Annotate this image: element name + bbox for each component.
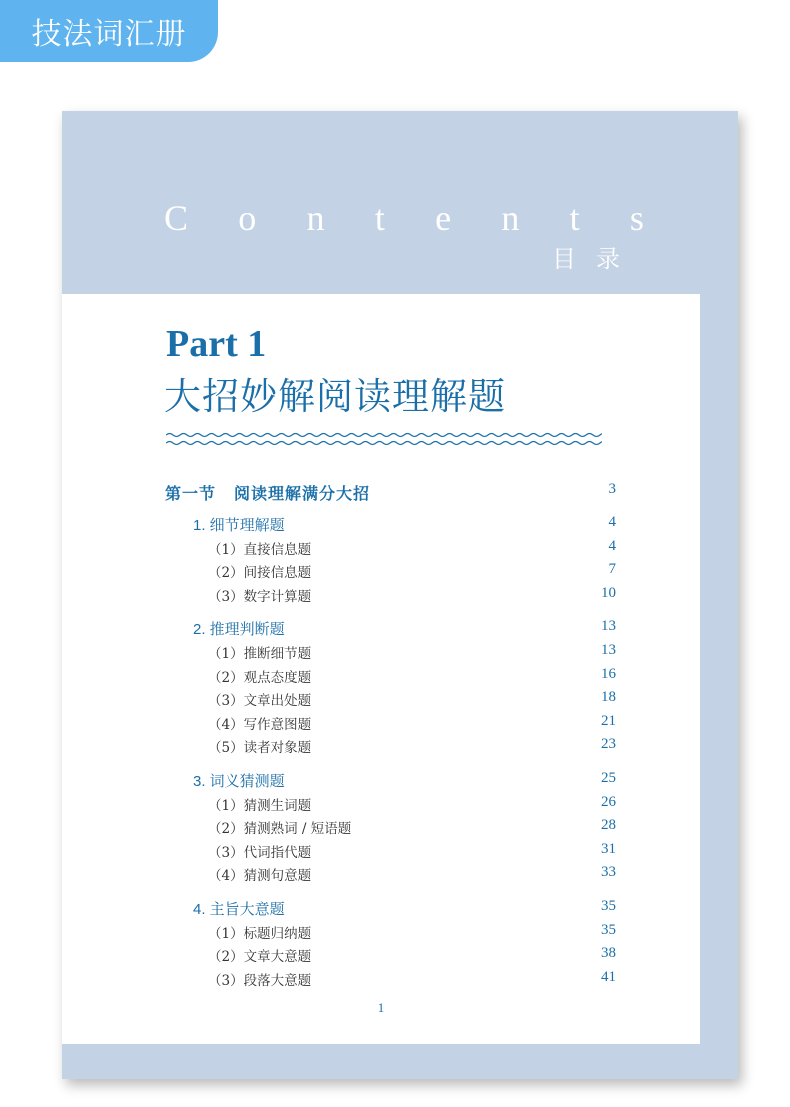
toc-item-label: （1）直接信息题 — [208, 541, 312, 558]
toc-item-label: （4）写作意图题 — [208, 716, 312, 733]
toc-item-row[interactable] — [62, 561, 700, 583]
toc-chapter-label: 2. 推理判断题 — [193, 621, 285, 639]
toc-item-label: （2）间接信息题 — [208, 565, 312, 582]
toc-item-page: 18 — [601, 689, 616, 706]
toc-item-label: （2）观点态度题 — [208, 669, 312, 686]
toc-chapter-label: 4. 主旨大意题 — [193, 901, 285, 918]
toc-chapter-label: 3. 词义猜测题 — [193, 773, 285, 790]
toc-item-label: （1）推断细节题 — [208, 646, 312, 662]
contents-letter: o — [238, 198, 257, 238]
contents-letter: n — [306, 198, 325, 238]
toc-chapter-page: 4 — [608, 514, 616, 530]
toc-item-row[interactable] — [62, 969, 700, 991]
page-number: 1 — [377, 1000, 385, 1015]
part-title: Part 1 — [166, 323, 267, 365]
toc-item-row[interactable] — [62, 585, 700, 607]
toc-chapter-row[interactable] — [62, 898, 700, 920]
section-label: 第一节 阅读理解满分大招 — [165, 484, 371, 503]
toc-item-label: （3）段落大意题 — [208, 972, 312, 989]
toc-item-page: 21 — [601, 712, 616, 729]
toc-item-label: （3）文章出处题 — [208, 693, 312, 710]
contents-letter: e — [435, 198, 452, 238]
toc-chapter-row[interactable] — [62, 514, 700, 536]
toc-item-row[interactable] — [62, 689, 700, 711]
contents-letter: C — [164, 198, 189, 238]
toc-item-page: 33 — [601, 864, 616, 881]
toc-page — [62, 294, 700, 1044]
toc-item-page: 31 — [601, 840, 616, 857]
contents-letter: s — [629, 198, 644, 238]
contents-heading — [164, 197, 644, 239]
toc-item-row[interactable] — [62, 922, 700, 944]
toc-item-page: 7 — [608, 561, 616, 578]
contents-letter: t — [569, 198, 580, 238]
toc-chapter-page: 35 — [601, 898, 616, 914]
toc-chapter-page: 13 — [601, 618, 616, 635]
toc-item-label: （3）代词指代题 — [208, 844, 312, 861]
book-cover — [62, 111, 738, 1079]
toc-item-page: 41 — [601, 968, 616, 985]
toc-chapter-row[interactable] — [62, 618, 700, 640]
toc-item-page: 13 — [601, 642, 616, 658]
toc-item-page: 10 — [601, 584, 616, 601]
toc-item-label: （5）读者对象题 — [208, 740, 312, 757]
toc-item-row[interactable] — [62, 538, 700, 560]
toc-item-page: 4 — [608, 537, 616, 554]
toc-item-label: （2）猜测熟词 / 短语题 — [208, 821, 352, 838]
toc-item-row[interactable] — [62, 736, 700, 758]
toc-item-label: （1）标题归纳题 — [208, 925, 312, 942]
toc-item-page: 16 — [601, 665, 616, 682]
toc-item-label: （2）文章大意题 — [208, 949, 312, 966]
wave-divider — [166, 430, 602, 448]
toc-item-page: 38 — [601, 945, 616, 962]
part-subtitle: 大招妙解阅读理解题 — [164, 375, 506, 418]
toc-item-row[interactable] — [62, 841, 700, 863]
toc-item-page: 35 — [601, 921, 616, 938]
header-tab — [0, 0, 218, 62]
contents-letter: t — [374, 198, 385, 238]
mulu-heading: 目录 — [552, 246, 640, 273]
section-page: 3 — [608, 481, 616, 497]
toc-item-row[interactable] — [62, 817, 700, 839]
toc-item-row[interactable] — [62, 642, 700, 664]
toc-item-row[interactable] — [62, 666, 700, 688]
toc-item-page: 23 — [601, 736, 616, 753]
toc-chapter-label: 1. 细节理解题 — [193, 517, 285, 534]
header-tab-label: 技法词汇册 — [31, 18, 187, 51]
toc-item-page: 26 — [601, 793, 616, 810]
toc-item-page: 28 — [601, 817, 616, 834]
section-row[interactable] — [62, 481, 700, 503]
toc-item-row[interactable] — [62, 864, 700, 886]
toc-item-label: （3）数字计算题 — [208, 588, 312, 605]
toc-item-label: （1）猜测生词题 — [208, 797, 312, 814]
toc-item-row[interactable] — [62, 794, 700, 816]
toc-chapter-row[interactable] — [62, 770, 700, 792]
toc-item-row[interactable] — [62, 945, 700, 967]
toc-item-row[interactable] — [62, 713, 700, 735]
contents-letter: n — [501, 198, 520, 238]
toc-chapter-page: 25 — [601, 770, 616, 786]
toc-item-label: （4）猜测句意题 — [208, 868, 312, 885]
